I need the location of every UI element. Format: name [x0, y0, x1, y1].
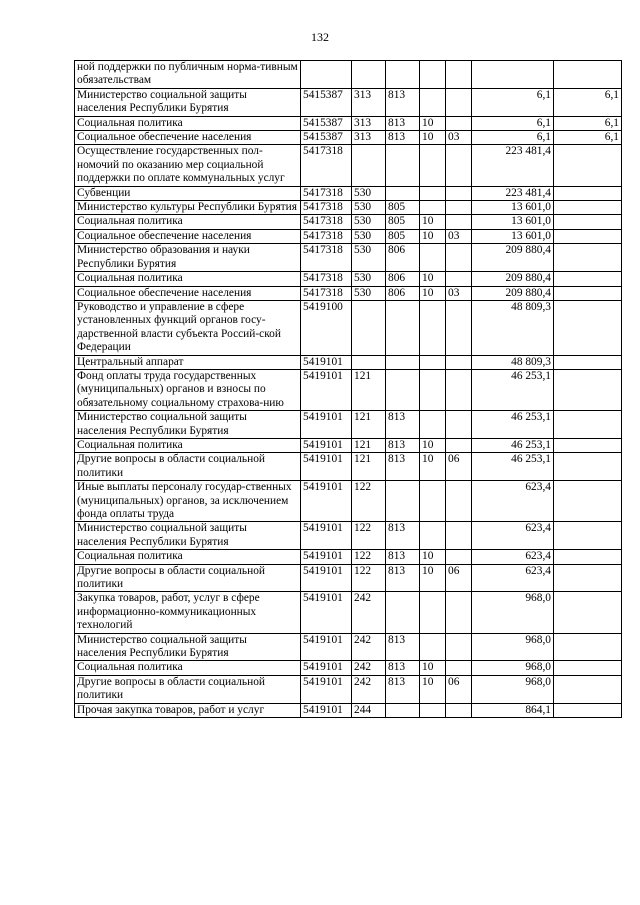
target-article-code-cell: 5417318 [301, 272, 352, 286]
table-row [75, 186, 622, 200]
table-row [75, 481, 622, 522]
table-row [75, 633, 622, 661]
section-code-cell [420, 703, 446, 717]
section-code-cell [420, 522, 446, 550]
target-article-code-cell: 5417318 [301, 286, 352, 300]
amount-cell: 968,0 [472, 592, 554, 633]
amount-second-cell: 6,1 [554, 116, 622, 130]
section-code-cell [420, 633, 446, 661]
row-name-cell: Министерство культуры Республики Бурятия [75, 201, 301, 215]
section-code-cell [420, 201, 446, 215]
expense-type-code-cell [352, 145, 386, 186]
row-name-cell: Социальная политика [75, 661, 301, 675]
section-code-cell [420, 481, 446, 522]
target-article-code-cell: 5419101 [301, 453, 352, 481]
subsection-code-cell: 03 [446, 229, 472, 243]
section-code-cell: 10 [420, 453, 446, 481]
expense-type-code-cell: 242 [352, 592, 386, 633]
target-article-code-cell: 5417318 [301, 201, 352, 215]
target-article-code-cell: 5419101 [301, 550, 352, 564]
row-name-cell: Осуществление государственных пол-номочий по оказанию мер социальной поддержки по оплате коммунальных услуг [75, 145, 301, 186]
table-row [75, 201, 622, 215]
ministry-code-cell: 813 [386, 131, 420, 145]
row-name-cell: ной поддержки по публичным норма-тивным обязательствам [75, 61, 301, 89]
subsection-code-cell [446, 355, 472, 369]
ministry-code-cell [386, 703, 420, 717]
ministry-code-cell: 813 [386, 411, 420, 439]
ministry-code-cell: 806 [386, 286, 420, 300]
subsection-code-cell [446, 661, 472, 675]
ministry-code-cell: 805 [386, 229, 420, 243]
ministry-code-cell [386, 300, 420, 355]
row-name-cell: Субвенции [75, 186, 301, 200]
table-row [75, 244, 622, 272]
target-article-code-cell: 5419101 [301, 661, 352, 675]
table-row [75, 88, 622, 116]
amount-cell: 968,0 [472, 675, 554, 703]
row-name-cell: Министерство социальной защиты населения Республики Бурятия [75, 88, 301, 116]
expense-type-code-cell: 530 [352, 201, 386, 215]
amount-cell: 48 809,3 [472, 355, 554, 369]
amount-second-cell [554, 550, 622, 564]
target-article-code-cell: 5419101 [301, 522, 352, 550]
target-article-code-cell: 5415387 [301, 88, 352, 116]
table-row [75, 300, 622, 355]
amount-second-cell [554, 633, 622, 661]
target-article-code-cell: 5417318 [301, 244, 352, 272]
row-name-cell: Другие вопросы в области социальной политики [75, 453, 301, 481]
amount-second-cell: 6,1 [554, 131, 622, 145]
amount-cell: 623,4 [472, 481, 554, 522]
ministry-code-cell: 813 [386, 438, 420, 452]
target-article-code-cell: 5415387 [301, 116, 352, 130]
amount-second-cell [554, 300, 622, 355]
amount-cell: 13 601,0 [472, 229, 554, 243]
section-code-cell: 10 [420, 116, 446, 130]
amount-second-cell [554, 453, 622, 481]
amount-cell: 968,0 [472, 661, 554, 675]
expense-type-code-cell [352, 355, 386, 369]
amount-cell: 46 253,1 [472, 438, 554, 452]
row-name-cell: Министерство социальной защиты населения Республики Бурятия [75, 522, 301, 550]
target-article-code-cell [301, 61, 352, 89]
target-article-code-cell: 5419101 [301, 411, 352, 439]
row-name-cell: Закупка товаров, работ, услуг в сфере информационно-коммуникационных технологий [75, 592, 301, 633]
ministry-code-cell: 806 [386, 244, 420, 272]
target-article-code-cell: 5415387 [301, 131, 352, 145]
subsection-code-cell [446, 369, 472, 410]
expense-type-code-cell: 530 [352, 186, 386, 200]
expense-type-code-cell: 122 [352, 481, 386, 522]
page-number: 132 [311, 30, 329, 44]
amount-second-cell [554, 244, 622, 272]
subsection-code-cell: 03 [446, 286, 472, 300]
expense-type-code-cell: 121 [352, 438, 386, 452]
amount-second-cell [554, 564, 622, 592]
section-code-cell [420, 355, 446, 369]
amount-cell: 6,1 [472, 116, 554, 130]
table-row [75, 229, 622, 243]
row-name-cell: Прочая закупка товаров, работ и услуг [75, 703, 301, 717]
ministry-code-cell: 805 [386, 201, 420, 215]
ministry-code-cell: 813 [386, 116, 420, 130]
amount-cell: 46 253,1 [472, 411, 554, 439]
row-name-cell: Социальная политика [75, 116, 301, 130]
table-row [75, 522, 622, 550]
expense-type-code-cell: 530 [352, 286, 386, 300]
subsection-code-cell [446, 272, 472, 286]
row-name-cell: Руководство и управление в сфере установленных функций органов госу-дарственной власти субъекта Россий-ской Федерации [75, 300, 301, 355]
subsection-code-cell [446, 703, 472, 717]
budget-table [74, 60, 622, 718]
subsection-code-cell [446, 411, 472, 439]
table-row [75, 131, 622, 145]
ministry-code-cell: 813 [386, 564, 420, 592]
row-name-cell: Социальное обеспечение населения [75, 286, 301, 300]
target-article-code-cell: 5417318 [301, 145, 352, 186]
row-name-cell: Другие вопросы в области социальной политики [75, 675, 301, 703]
ministry-code-cell: 806 [386, 272, 420, 286]
section-code-cell: 10 [420, 550, 446, 564]
target-article-code-cell: 5419101 [301, 633, 352, 661]
row-name-cell: Министерство социальной защиты населения Республики Бурятия [75, 633, 301, 661]
table-row [75, 369, 622, 410]
amount-cell: 209 880,4 [472, 272, 554, 286]
row-name-cell: Министерство образования и науки Республики Бурятия [75, 244, 301, 272]
expense-type-code-cell: 122 [352, 564, 386, 592]
subsection-code-cell: 03 [446, 131, 472, 145]
section-code-cell [420, 145, 446, 186]
target-article-code-cell: 5419101 [301, 564, 352, 592]
amount-second-cell [554, 186, 622, 200]
expense-type-code-cell: 244 [352, 703, 386, 717]
table-row [75, 550, 622, 564]
amount-second-cell [554, 355, 622, 369]
amount-cell: 209 880,4 [472, 244, 554, 272]
section-code-cell: 10 [420, 215, 446, 229]
section-code-cell [420, 61, 446, 89]
ministry-code-cell: 813 [386, 550, 420, 564]
expense-type-code-cell: 242 [352, 633, 386, 661]
expense-type-code-cell: 121 [352, 369, 386, 410]
table-row [75, 438, 622, 452]
expense-type-code-cell: 530 [352, 272, 386, 286]
amount-cell: 623,4 [472, 564, 554, 592]
table-row [75, 661, 622, 675]
amount-cell: 968,0 [472, 633, 554, 661]
expense-type-code-cell: 313 [352, 131, 386, 145]
table-row [75, 592, 622, 633]
target-article-code-cell: 5419101 [301, 355, 352, 369]
amount-second-cell [554, 61, 622, 89]
row-name-cell: Центральный аппарат [75, 355, 301, 369]
ministry-code-cell: 813 [386, 661, 420, 675]
subsection-code-cell [446, 592, 472, 633]
row-name-cell: Социальное обеспечение населения [75, 229, 301, 243]
table-row [75, 272, 622, 286]
section-code-cell: 10 [420, 272, 446, 286]
ministry-code-cell: 813 [386, 633, 420, 661]
subsection-code-cell [446, 186, 472, 200]
amount-second-cell [554, 369, 622, 410]
subsection-code-cell [446, 88, 472, 116]
subsection-code-cell: 06 [446, 675, 472, 703]
table-row [75, 703, 622, 717]
amount-cell: 6,1 [472, 131, 554, 145]
section-code-cell [420, 592, 446, 633]
section-code-cell [420, 244, 446, 272]
row-name-cell: Министерство социальной защиты населения Республики Бурятия [75, 411, 301, 439]
ministry-code-cell [386, 592, 420, 633]
section-code-cell: 10 [420, 131, 446, 145]
amount-second-cell [554, 481, 622, 522]
subsection-code-cell [446, 550, 472, 564]
amount-cell: 13 601,0 [472, 201, 554, 215]
section-code-cell [420, 88, 446, 116]
target-article-code-cell: 5419101 [301, 369, 352, 410]
section-code-cell [420, 369, 446, 410]
amount-cell: 223 481,4 [472, 145, 554, 186]
table-row [75, 286, 622, 300]
target-article-code-cell: 5419101 [301, 675, 352, 703]
table-row [75, 215, 622, 229]
ministry-code-cell: 813 [386, 88, 420, 116]
amount-second-cell [554, 286, 622, 300]
target-article-code-cell: 5419101 [301, 438, 352, 452]
amount-second-cell [554, 675, 622, 703]
subsection-code-cell: 06 [446, 453, 472, 481]
table-row [75, 116, 622, 130]
section-code-cell [420, 411, 446, 439]
ministry-code-cell [386, 369, 420, 410]
amount-cell: 13 601,0 [472, 215, 554, 229]
section-code-cell [420, 186, 446, 200]
target-article-code-cell: 5417318 [301, 229, 352, 243]
amount-cell: 46 253,1 [472, 369, 554, 410]
expense-type-code-cell: 530 [352, 229, 386, 243]
amount-cell: 223 481,4 [472, 186, 554, 200]
ministry-code-cell [386, 145, 420, 186]
subsection-code-cell [446, 300, 472, 355]
amount-second-cell [554, 215, 622, 229]
subsection-code-cell [446, 522, 472, 550]
subsection-code-cell [446, 116, 472, 130]
section-code-cell: 10 [420, 675, 446, 703]
subsection-code-cell [446, 244, 472, 272]
expense-type-code-cell [352, 300, 386, 355]
table-row [75, 453, 622, 481]
subsection-code-cell [446, 61, 472, 89]
amount-cell: 864,1 [472, 703, 554, 717]
amount-second-cell: 6,1 [554, 88, 622, 116]
row-name-cell: Фонд оплаты труда государственных (муниципальных) органов и взносы по обязательному социальному страхова-нию [75, 369, 301, 410]
row-name-cell: Иные выплаты персоналу государ-ственных (муниципальных) органов, за исключением фонда оплаты труда [75, 481, 301, 522]
row-name-cell: Другие вопросы в области социальной политики [75, 564, 301, 592]
table-row [75, 355, 622, 369]
table-row [75, 145, 622, 186]
expense-type-code-cell: 121 [352, 453, 386, 481]
table-row [75, 61, 622, 89]
expense-type-code-cell: 530 [352, 244, 386, 272]
amount-cell: 209 880,4 [472, 286, 554, 300]
target-article-code-cell: 5417318 [301, 186, 352, 200]
amount-second-cell [554, 703, 622, 717]
amount-cell: 623,4 [472, 550, 554, 564]
row-name-cell: Социальная политика [75, 215, 301, 229]
section-code-cell: 10 [420, 229, 446, 243]
expense-type-code-cell: 530 [352, 215, 386, 229]
section-code-cell: 10 [420, 286, 446, 300]
amount-second-cell [554, 272, 622, 286]
amount-cell: 623,4 [472, 522, 554, 550]
ministry-code-cell [386, 61, 420, 89]
amount-cell: 46 253,1 [472, 453, 554, 481]
subsection-code-cell [446, 201, 472, 215]
expense-type-code-cell: 121 [352, 411, 386, 439]
ministry-code-cell: 813 [386, 675, 420, 703]
row-name-cell: Социальное обеспечение населения [75, 131, 301, 145]
expense-type-code-cell: 313 [352, 88, 386, 116]
amount-second-cell [554, 145, 622, 186]
amount-second-cell [554, 201, 622, 215]
target-article-code-cell: 5419101 [301, 592, 352, 633]
expense-type-code-cell [352, 61, 386, 89]
amount-cell [472, 61, 554, 89]
ministry-code-cell: 813 [386, 453, 420, 481]
section-code-cell: 10 [420, 661, 446, 675]
expense-type-code-cell: 242 [352, 675, 386, 703]
ministry-code-cell [386, 481, 420, 522]
table-row [75, 675, 622, 703]
amount-second-cell [554, 522, 622, 550]
ministry-code-cell [386, 186, 420, 200]
amount-second-cell [554, 411, 622, 439]
target-article-code-cell: 5419101 [301, 703, 352, 717]
section-code-cell: 10 [420, 438, 446, 452]
amount-cell: 48 809,3 [472, 300, 554, 355]
subsection-code-cell [446, 438, 472, 452]
expense-type-code-cell: 122 [352, 522, 386, 550]
ministry-code-cell: 805 [386, 215, 420, 229]
subsection-code-cell [446, 633, 472, 661]
subsection-code-cell [446, 145, 472, 186]
amount-second-cell [554, 229, 622, 243]
row-name-cell: Социальная политика [75, 550, 301, 564]
table-row [75, 564, 622, 592]
table-body [75, 61, 622, 718]
ministry-code-cell: 813 [386, 522, 420, 550]
target-article-code-cell: 5419100 [301, 300, 352, 355]
target-article-code-cell: 5417318 [301, 215, 352, 229]
row-name-cell: Социальная политика [75, 272, 301, 286]
expense-type-code-cell: 242 [352, 661, 386, 675]
ministry-code-cell [386, 355, 420, 369]
amount-second-cell [554, 438, 622, 452]
section-code-cell [420, 300, 446, 355]
amount-cell: 6,1 [472, 88, 554, 116]
section-code-cell: 10 [420, 564, 446, 592]
row-name-cell: Социальная политика [75, 438, 301, 452]
subsection-code-cell [446, 215, 472, 229]
subsection-code-cell: 06 [446, 564, 472, 592]
amount-second-cell [554, 661, 622, 675]
table-row [75, 411, 622, 439]
amount-second-cell [554, 592, 622, 633]
target-article-code-cell: 5419101 [301, 481, 352, 522]
expense-type-code-cell: 313 [352, 116, 386, 130]
subsection-code-cell [446, 481, 472, 522]
expense-type-code-cell: 122 [352, 550, 386, 564]
